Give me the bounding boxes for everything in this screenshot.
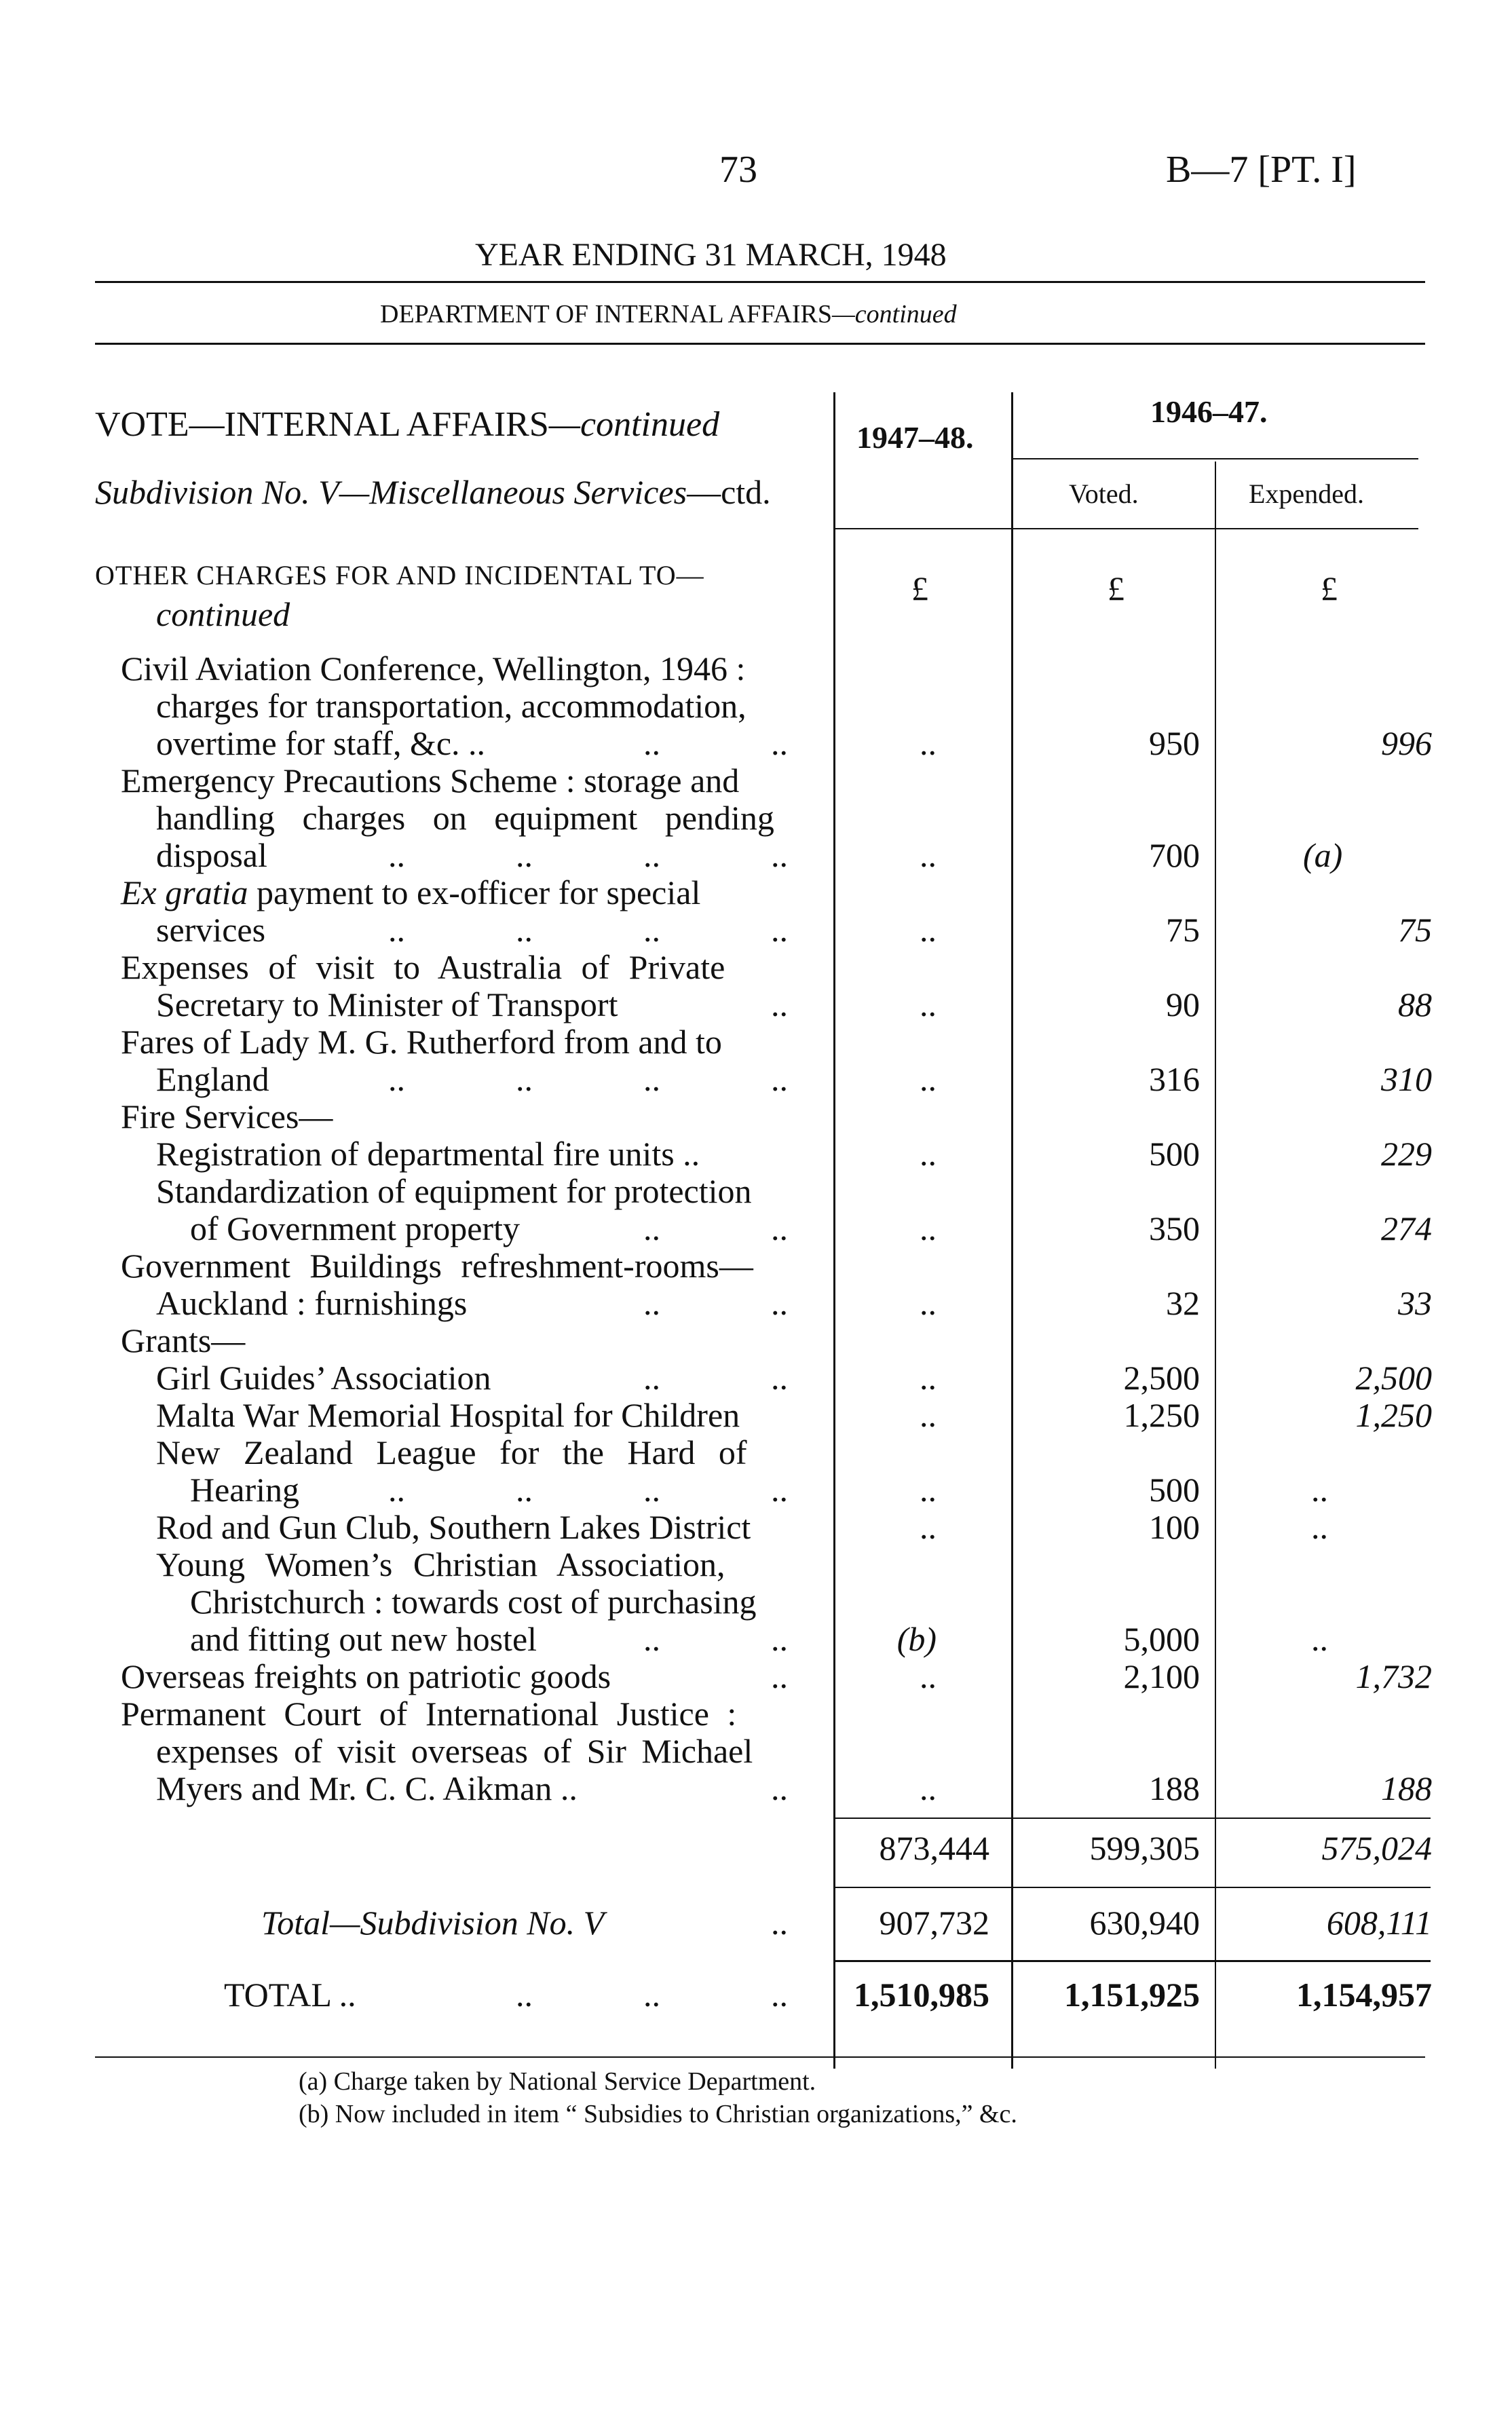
section-heading-continued: continued [156, 595, 290, 633]
row-gov-buildings-voted: 32 [1166, 1284, 1200, 1322]
row-gov-buildings-line2: Auckland : furnishings [156, 1284, 468, 1322]
row-australia-line2: Secretary to Minister of Transport [156, 985, 618, 1023]
row-emergency-voted: 700 [1149, 836, 1200, 874]
column-header-1946-47: 1946–47. [1150, 394, 1268, 429]
currency-symbol-voted: £ [1108, 569, 1124, 607]
row-fire-registration-1947-48: .. [920, 1135, 937, 1173]
total-label: TOTAL .. [224, 1976, 356, 2014]
row-court-line2: expenses of visit overseas of Sir Michael [156, 1732, 753, 1770]
dot-leader: .. [643, 1471, 660, 1509]
row-ywca-voted: 5,000 [1123, 1620, 1200, 1658]
document-reference: B—7 [PT. I] [1166, 149, 1357, 191]
row-girl-guides-1947-48: .. [920, 1359, 937, 1397]
footnote-a: (a) Charge taken by National Service Department. [299, 2067, 816, 2096]
row-emergency-line2: handling charges on equipment pending [156, 799, 774, 837]
total-rule-top [833, 1960, 1431, 1962]
row-fire-registration-voted: 500 [1149, 1135, 1200, 1173]
row-fire-standardization-1947-48: .. [920, 1209, 937, 1247]
row-ex-gratia-line2: services [156, 911, 266, 949]
row-australia-voted: 90 [1166, 985, 1200, 1023]
dot-leader: .. [516, 1471, 533, 1509]
header-rule-top [95, 281, 1425, 283]
section-heading: OTHER CHARGES FOR AND INCIDENTAL TO— [95, 560, 704, 590]
row-overseas-expended: 1,732 [1355, 1657, 1432, 1695]
row-court-1947-48: .. [920, 1769, 937, 1807]
footnote-rule [95, 2056, 1425, 2058]
total-expended: 1,154,957 [1296, 1976, 1432, 2014]
total-subdivision-label: Total—Subdivision No. V [261, 1904, 605, 1942]
row-ywca-1947-48: (b) [896, 1620, 937, 1658]
total-subdivision-1947-48: 907,732 [879, 1904, 989, 1942]
row-court-line3: Myers and Mr. C. C. Aikman .. [156, 1769, 578, 1807]
dot-leader: .. [771, 1620, 788, 1658]
column-divider-3 [1215, 462, 1216, 2069]
dot-leader: .. [516, 1060, 533, 1098]
dot-leader: .. [643, 1976, 660, 2014]
department-heading: DEPARTMENT OF INTERNAL AFFAIRS—continued [380, 300, 957, 328]
row-australia-expended: 88 [1398, 985, 1432, 1023]
row-civil-aviation-expended: 996 [1381, 724, 1432, 762]
year-heading: YEAR ENDING 31 MARCH, 1948 [475, 237, 947, 273]
row-rod-gun-voted: 100 [1149, 1508, 1200, 1546]
vote-title: VOTE—INTERNAL AFFAIRS—continued [95, 405, 720, 444]
row-rod-gun: Rod and Gun Club, Southern Lakes District [156, 1508, 751, 1546]
row-ywca-line1: Young Women’s Christian Association, [156, 1545, 725, 1583]
row-australia-1947-48: .. [920, 985, 937, 1023]
dot-leader: .. [771, 1284, 788, 1322]
dot-leader: .. [771, 1060, 788, 1098]
row-ywca-expended: .. [1311, 1620, 1328, 1658]
total-subdivision-voted: 630,940 [1089, 1904, 1200, 1942]
row-civil-aviation-line1: Civil Aviation Conference, Wellington, 1946 : [121, 649, 746, 688]
total-subdivision-expended: 608,111 [1326, 1904, 1432, 1942]
row-girl-guides-expended: 2,500 [1355, 1359, 1432, 1397]
row-nz-league-expended: .. [1311, 1471, 1328, 1509]
grants-heading: Grants— [121, 1321, 246, 1359]
subdivision-title: Subdivision No. V—Miscellaneous Services—ctd. [95, 473, 771, 511]
row-civil-aviation-line2: charges for transportation, accommodation, [156, 687, 746, 725]
row-malta-1947-48: .. [920, 1396, 937, 1434]
dot-leader: .. [643, 1284, 660, 1322]
dot-leader: .. [643, 1060, 660, 1098]
row-gov-buildings-expended: 33 [1398, 1284, 1432, 1322]
dot-leader: .. [771, 1359, 788, 1397]
row-malta: Malta War Memorial Hospital for Children [156, 1396, 740, 1434]
dot-leader: .. [516, 911, 533, 949]
dot-leader: .. [643, 1209, 660, 1247]
row-fire-standardization-expended: 274 [1381, 1209, 1432, 1247]
row-ex-gratia-line1: Ex gratia payment to ex-officer for special [121, 873, 701, 911]
row-australia-line1: Expenses of visit to Australia of Private [121, 948, 725, 986]
row-civil-aviation-line3: overtime for staff, &c. .. [156, 724, 486, 762]
row-emergency-line3: disposal [156, 836, 267, 874]
row-civil-aviation-1947-48: .. [920, 724, 937, 762]
total-voted: 1,151,925 [1064, 1976, 1200, 2014]
row-nz-league-line2: Hearing [190, 1471, 300, 1509]
row-fire-standardization-voted: 350 [1149, 1209, 1200, 1247]
row-rod-gun-expended: .. [1311, 1508, 1328, 1546]
row-emergency-expended: (a) [1303, 836, 1343, 874]
row-court-voted: 188 [1149, 1769, 1200, 1807]
row-girl-guides: Girl Guides’ Association [156, 1359, 491, 1397]
dot-leader: .. [771, 1976, 788, 2014]
dot-leader: .. [388, 911, 405, 949]
dot-leader: .. [643, 724, 660, 762]
row-fares-1947-48: .. [920, 1060, 937, 1098]
row-ywca-line3: and fitting out new hostel [190, 1620, 537, 1658]
row-gov-buildings-1947-48: .. [920, 1284, 937, 1322]
row-malta-expended: 1,250 [1355, 1396, 1432, 1434]
row-rod-gun-1947-48: .. [920, 1508, 937, 1546]
row-fares-expended: 310 [1381, 1060, 1432, 1098]
row-fares-line2: England [156, 1060, 269, 1098]
column-header-voted: Voted. [1069, 478, 1139, 509]
row-overseas: Overseas freights on patriotic goods [121, 1657, 611, 1695]
dot-leader: .. [388, 1060, 405, 1098]
header-rule-bottom [95, 343, 1425, 345]
row-court-expended: 188 [1381, 1769, 1432, 1807]
row-court-line1: Permanent Court of International Justice : [121, 1695, 737, 1733]
row-nz-league-line1: New Zealand League for the Hard of [156, 1433, 747, 1471]
total-subdivision-rule [833, 1887, 1431, 1888]
dot-leader: .. [643, 1359, 660, 1397]
row-ex-gratia-voted: 75 [1166, 911, 1200, 949]
row-emergency-1947-48: .. [920, 836, 937, 874]
row-ex-gratia-expended: 75 [1398, 911, 1432, 949]
row-gov-buildings-line1: Government Buildings refreshment-rooms— [121, 1247, 753, 1285]
year-span-rule [1011, 458, 1418, 459]
row-overseas-1947-48: .. [920, 1657, 937, 1695]
dot-leader: .. [771, 724, 788, 762]
row-ywca-line2: Christchurch : towards cost of purchasing [190, 1583, 757, 1621]
row-overseas-voted: 2,100 [1123, 1657, 1200, 1695]
page-number: 73 [719, 149, 757, 191]
column-header-rule [833, 528, 1418, 529]
fire-services-heading: Fire Services— [121, 1097, 333, 1135]
column-header-1947-48: 1947–48. [856, 420, 974, 455]
dot-leader: .. [771, 985, 788, 1023]
dot-leader: .. [516, 1976, 533, 2014]
dot-leader: .. [643, 911, 660, 949]
row-malta-voted: 1,250 [1123, 1396, 1200, 1434]
row-fire-registration-expended: 229 [1381, 1135, 1432, 1173]
subtotal-expended: 575,024 [1321, 1829, 1432, 1867]
dot-leader: .. [771, 1657, 788, 1695]
row-nz-league-1947-48: .. [920, 1471, 937, 1509]
footnote-b: (b) Now included in item “ Subsidies to Christian organizations,” &c. [299, 2100, 1017, 2128]
row-civil-aviation-voted: 950 [1149, 724, 1200, 762]
column-header-expended: Expended. [1249, 478, 1364, 509]
subtotal-rule [833, 1818, 1431, 1819]
currency-symbol-1947-48: £ [911, 569, 928, 607]
row-ex-gratia-1947-48: .. [920, 911, 937, 949]
dot-leader: .. [771, 1904, 788, 1942]
dot-leader: .. [643, 836, 660, 874]
row-fire-standardization-line2: of Government property [190, 1209, 520, 1247]
total-1947-48: 1,510,985 [854, 1976, 989, 2014]
dot-leader: .. [643, 1620, 660, 1658]
dot-leader: .. [771, 1209, 788, 1247]
dot-leader: .. [771, 911, 788, 949]
dot-leader: .. [771, 1769, 788, 1807]
dot-leader: .. [516, 836, 533, 874]
subtotal-1947-48: 873,444 [879, 1829, 989, 1867]
row-fire-standardization-line1: Standardization of equipment for protection [156, 1172, 752, 1210]
row-girl-guides-voted: 2,500 [1123, 1359, 1200, 1397]
dot-leader: .. [771, 1471, 788, 1509]
dot-leader: .. [771, 836, 788, 874]
row-fares-line1: Fares of Lady M. G. Rutherford from and to [121, 1023, 722, 1061]
dot-leader: .. [388, 1471, 405, 1509]
row-nz-league-voted: 500 [1149, 1471, 1200, 1509]
currency-symbol-expended: £ [1321, 569, 1338, 607]
subtotal-voted: 599,305 [1089, 1829, 1200, 1867]
dot-leader: .. [388, 836, 405, 874]
row-emergency-line1: Emergency Precautions Scheme : storage and [121, 761, 740, 799]
row-fire-registration: Registration of departmental fire units .. [156, 1135, 700, 1173]
row-fares-voted: 316 [1149, 1060, 1200, 1098]
